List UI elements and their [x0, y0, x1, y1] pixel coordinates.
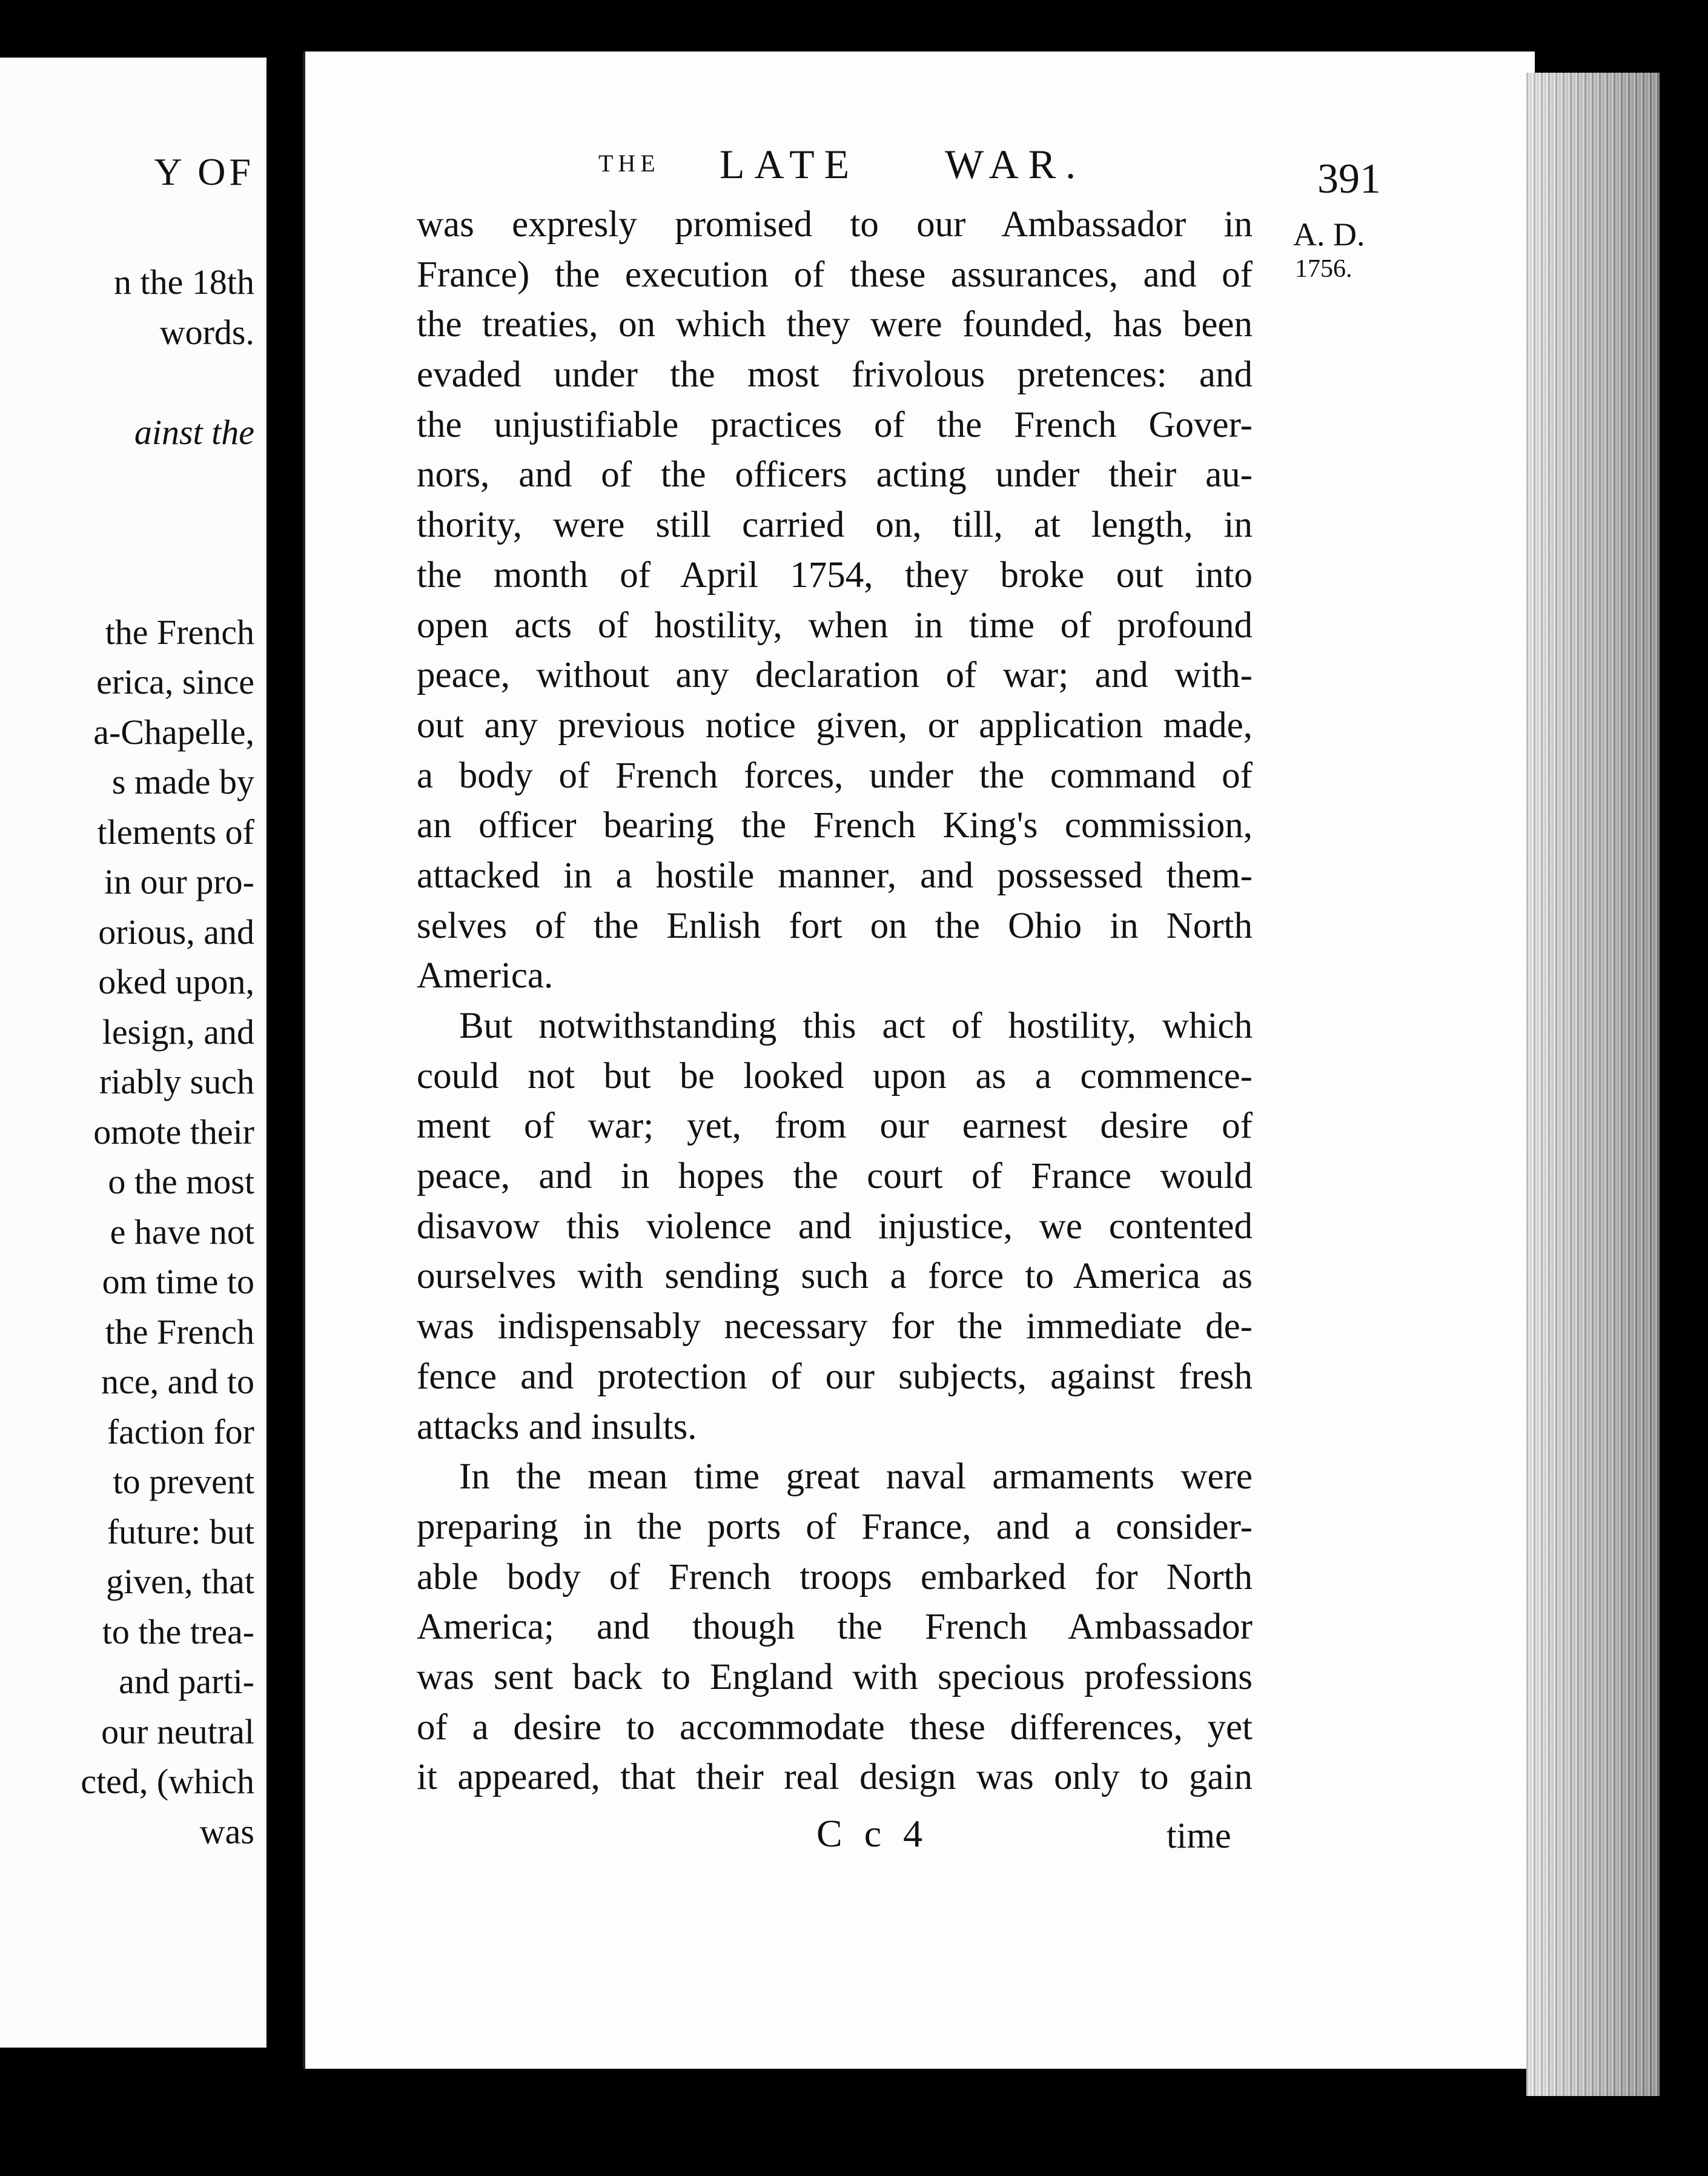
- left-page-line: was: [199, 1811, 254, 1851]
- body-line: disavow this violence and injustice, we contented: [417, 1206, 1253, 1247]
- left-page-line: tlements of: [97, 812, 254, 852]
- page-fore-edge-shade: [1526, 73, 1660, 2096]
- body-line: selves of the Enlish fort on the Ohio in North: [417, 905, 1253, 946]
- body-line: ourselves with sending such a force to America as: [417, 1256, 1253, 1297]
- left-page-line: the French: [105, 612, 254, 652]
- body-line: open acts of hostility, when in time of profound: [417, 605, 1253, 646]
- left-page-line: words.: [159, 312, 254, 352]
- left-page-line: a-Chapelle,: [93, 712, 254, 752]
- left-page-line: and parti-: [119, 1662, 254, 1701]
- left-page-line: faction for: [107, 1411, 254, 1451]
- left-page-line: given, that: [106, 1562, 254, 1601]
- left-page-line: s made by: [111, 762, 254, 801]
- left-page-line: omote their: [93, 1112, 254, 1152]
- margin-anno-domini: A. D.: [1293, 216, 1365, 253]
- left-page-line: o the most: [108, 1162, 254, 1201]
- running-head-late: LATE: [720, 141, 859, 187]
- body-line: France) the execution of these assurances, and of: [417, 254, 1253, 295]
- left-page-line: lesign, and: [102, 1012, 254, 1052]
- left-page-line: nce, and to: [101, 1362, 254, 1401]
- body-line: was indispensably necessary for the immediate de-: [417, 1306, 1253, 1347]
- left-page-line: oked upon,: [98, 962, 254, 1001]
- body-line: the unjustifiable practices of the French Gover-: [417, 404, 1253, 445]
- body-line: America.: [417, 955, 554, 997]
- margin-year: 1756.: [1295, 255, 1352, 283]
- left-page-line: our neutral: [101, 1711, 254, 1751]
- body-line: peace, and in hopes the court of France would: [417, 1156, 1253, 1197]
- body-line: peace, without any declaration of war; and with-: [417, 655, 1253, 696]
- body-line: ment of war; yet, from our earnest desire of: [417, 1106, 1253, 1147]
- signature-mark: C c 4: [816, 1812, 929, 1855]
- body-line: out any previous notice given, or application made,: [417, 705, 1253, 746]
- left-page-line: n the 18th: [114, 262, 254, 302]
- left-page-line: erica, since: [96, 662, 254, 702]
- body-line: America; and though the French Ambassador: [417, 1607, 1253, 1648]
- body-text: [417, 200, 1253, 1803]
- body-line: nors, and of the officers acting under their au-: [417, 454, 1253, 496]
- body-line: the month of April 1754, they broke out into: [417, 554, 1253, 595]
- left-page-line: to prevent: [113, 1462, 254, 1501]
- page-number: 391: [1317, 156, 1381, 202]
- body-line: a body of French forces, under the command of: [417, 755, 1253, 796]
- left-page: [0, 58, 268, 2048]
- left-page-line: ainst the: [134, 412, 254, 452]
- left-page-line: cted, (which: [81, 1762, 254, 1801]
- body-line: able body of French troops embarked for North: [417, 1556, 1253, 1597]
- body-line: attacks and insults.: [417, 1406, 697, 1447]
- body-line: attacked in a hostile manner, and possessed them-: [417, 855, 1253, 896]
- running-head-the: THE: [598, 150, 660, 177]
- left-page-line: riably such: [99, 1062, 254, 1101]
- body-line: was expresly promised to our Ambassador in: [417, 204, 1253, 245]
- running-head-war: WAR.: [945, 141, 1086, 187]
- catchword: time: [1167, 1816, 1231, 1856]
- left-page-line: future: but: [107, 1511, 254, 1551]
- body-line: fence and protection of our subjects, against fresh: [417, 1356, 1253, 1397]
- body-line: of a desire to accommodate these differences, yet: [417, 1707, 1253, 1748]
- left-page-line: the French: [105, 1312, 254, 1352]
- left-page-line: to the trea-: [102, 1611, 254, 1651]
- left-page-line: orious, and: [98, 912, 254, 952]
- body-line: the treaties, on which they were founded, has been: [417, 304, 1253, 345]
- body-line: evaded under the most frivolous pretences: and: [417, 354, 1253, 396]
- body-line: preparing in the ports of France, and a consider-: [417, 1506, 1253, 1547]
- left-page-header: Y OF: [154, 150, 254, 193]
- body-line: it appeared, that their real design was only to gain: [417, 1757, 1253, 1798]
- body-line: could not but be looked upon as a commence-: [417, 1055, 1253, 1096]
- gutter: [266, 48, 303, 2066]
- left-page-line: om time to: [102, 1262, 254, 1301]
- left-page-line: in our pro-: [104, 862, 254, 901]
- body-line: thority, were still carried on, till, at length, in: [417, 505, 1253, 546]
- body-line: In the mean time great naval armaments were: [459, 1456, 1253, 1498]
- body-line: But notwithstanding this act of hostility, which: [459, 1006, 1253, 1046]
- left-page-line: e have not: [110, 1212, 254, 1252]
- body-line: was sent back to England with specious professions: [417, 1656, 1253, 1697]
- body-line: an officer bearing the French King's commission,: [417, 805, 1253, 846]
